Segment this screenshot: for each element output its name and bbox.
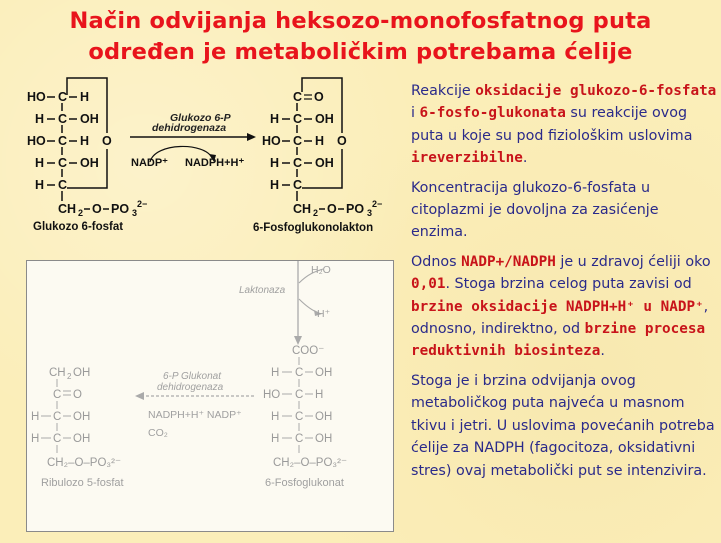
p3-text-c: je u zdravoj ćeliji oko [555,253,711,270]
svg-text:H: H [80,90,90,104]
svg-text:C: C [58,134,68,148]
phosphogluconate-label: 6-Fosfoglukonat [265,477,344,489]
paragraph-2: Koncentracija glukozo-6-fosfata u citoplazmi je dovoljna za zasićenje enzima. [411,179,659,241]
svg-text:CH: CH [58,202,77,216]
coo-label: COO⁻ [292,345,325,357]
g6pd-enzyme-label-1: Glukozo 6-P [170,112,231,124]
svg-text:OH: OH [73,433,91,445]
p3-highlight-biosynthesis: brzine procesa reduktivnih biosinteza [411,321,706,360]
gluconate-phosphate-label: CH₂–O–PO₃²⁻ [273,457,348,469]
p3-text-a: Odnos [411,253,462,270]
svg-text:OH: OH [73,367,91,379]
svg-text:2−: 2− [137,199,148,209]
explanation-text [411,80,717,489]
page-title [0,6,721,68]
svg-text:C: C [295,433,304,445]
svg-text:2: 2 [78,208,84,218]
svg-text:H: H [271,367,280,379]
svg-text:C: C [293,90,303,104]
svg-text:OH: OH [315,156,334,170]
svg-text:PO: PO [111,202,130,216]
svg-text:HO: HO [263,389,281,401]
svg-text:C: C [58,178,68,192]
title-line-2: određen je metaboličkim potrebama ćelije [88,39,633,65]
svg-text:HO: HO [262,134,281,148]
nadp-in-label: NADP⁺ [131,157,168,169]
svg-text:H: H [270,156,280,170]
svg-text:PO: PO [346,202,365,216]
paragraph-4: Stoga je i brzina odvijanja ovog metaboličkog puta najveća u masnom tkivu i jetri. U uslovima povećanih potreba ćelije za NADPH (fagocitoza, oksidativni stres) ovaj metabolički put se intenzivira. [411,372,715,479]
co2-label: CO₂ [148,427,168,439]
p1-text-e: su reakcije ovog puta u koje su pod fiziološkim uslovima [411,105,693,144]
svg-text:O: O [73,389,82,401]
svg-text:H: H [315,389,324,401]
faded-reaction-panel [26,260,394,532]
svg-text:C: C [53,411,62,423]
phosphogluconolactone-label: 6-Fosfoglukonolakton [253,222,374,234]
svg-text:2: 2 [67,372,72,381]
svg-text:H: H [31,411,40,423]
svg-text:C: C [53,433,62,445]
svg-text:H: H [35,112,45,126]
ribulose-phosphate-label: CH₂–O–PO₃²⁻ [47,457,122,469]
paragraph-3 [411,251,717,363]
svg-text:H: H [35,178,45,192]
p1-highlight-oxidation: oksidacije glukozo-6-fosfata [475,83,717,99]
svg-text:O: O [327,202,337,216]
6pgd-enzyme-label-1: 6-P Glukonat [163,371,221,382]
svg-text:OH: OH [80,112,99,126]
p3-highlight-ratio: NADP+/NADPH [461,253,556,270]
title-line-1: Način odvijanja heksozo-monofosfatnog puta [69,8,652,34]
svg-text:C: C [295,389,304,401]
svg-text:H: H [270,112,280,126]
svg-text:H: H [270,178,280,192]
svg-text:2: 2 [313,208,319,218]
svg-text:C: C [293,178,303,192]
svg-text:OH: OH [315,433,333,445]
p1-text-g: . [522,150,528,167]
svg-text:C: C [58,156,68,170]
nadph-out-label: NADPH+H⁺ [185,157,245,169]
svg-text:H: H [271,411,280,423]
ribulose-5-phosphate-label: Ribulozo 5-fosfat [41,477,124,489]
p3-highlight-value: 0,01 [411,276,446,293]
6pgd-enzyme-label-2: dehidrogenaza [157,382,224,393]
svg-text:HO: HO [27,90,46,104]
svg-text:OH: OH [315,411,333,423]
svg-text:O: O [102,134,112,148]
p1-text-a: Reakcije [411,83,476,99]
cofactors-bottom-label: NADPH+H⁺ NADP⁺ [148,409,242,421]
svg-text:H: H [80,134,90,148]
svg-text:HO: HO [27,134,46,148]
svg-text:C: C [295,411,304,423]
p3-text-i: . [600,343,605,360]
p1-text-c: i [411,105,420,122]
g6pd-enzyme-label-2: dehidrogenaza [152,122,227,134]
p1-highlight-irreversible: ireverzibilne [411,150,523,167]
svg-text:C: C [295,367,304,379]
svg-text:O: O [314,90,324,104]
svg-text:CH: CH [49,367,66,379]
svg-text:H: H [35,156,45,170]
water-label: H₂O [311,264,331,276]
svg-text:3: 3 [367,208,373,218]
svg-text:2−: 2− [372,199,383,209]
svg-text:C: C [293,156,303,170]
svg-text:C: C [53,389,62,401]
p3-text-g: , odnosno, indirektno, od [411,298,709,338]
lactonase-label: Laktonaza [239,285,286,296]
reaction-diagram-top [0,70,405,245]
svg-text:C: C [58,112,68,126]
hplus-label: H⁺ [317,308,331,320]
svg-text:O: O [92,202,102,216]
p1-highlight-gluconate: 6-fosfo-glukonata [419,105,566,122]
svg-text:3: 3 [132,208,138,218]
p3-text-e: . Stoga brzina celog puta zavisi od [445,276,692,293]
svg-text:O: O [337,134,347,148]
svg-text:CH: CH [293,202,312,216]
svg-text:H: H [31,433,40,445]
svg-text:C: C [58,90,68,104]
svg-text:OH: OH [80,156,99,170]
reaction-arrowhead [247,133,256,141]
p3-highlight-oxidation-rate: brzine oksidacije NADPH+H⁺ u NADP⁺ [411,298,704,315]
glucose-6-phosphate-label: Glukozo 6-fosfat [33,221,124,233]
reaction-diagram-bottom [27,261,393,531]
svg-text:C: C [293,134,303,148]
svg-text:C: C [293,112,303,126]
svg-text:OH: OH [315,367,333,379]
paragraph-1 [411,80,717,170]
svg-text:H: H [315,134,325,148]
svg-text:OH: OH [73,411,91,423]
svg-text:OH: OH [315,112,334,126]
svg-text:H: H [271,433,280,445]
